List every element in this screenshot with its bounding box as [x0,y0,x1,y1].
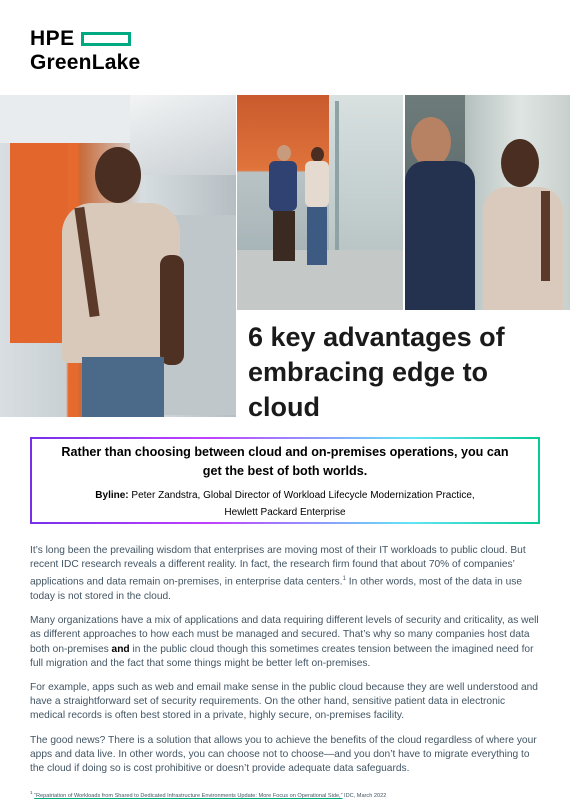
footnote-source: IDC, March 2022 [342,792,387,799]
paragraph-3: For example, apps such as web and email make sense in the public cloud because they are well understood and have a straightforward set of security requirements. On the other hand, sensitive patient data in electronic medical records is often best stored in a private, highly secure, on-premises facility. [30,682,538,722]
paragraph-1 [30,544,542,604]
footnote-ref: 1 [342,576,346,583]
paragraph-2 [30,614,542,671]
photo-two-men-talking-office [237,95,403,310]
byline-company: Hewlett Packard Enterprise [224,507,346,518]
paragraph-2-bold: and [111,643,130,655]
hero-photo-man-with-backpack [0,95,236,417]
paragraph-2-start: Many organizations have a mix of applications and data requiring different levels of security and criticality, as well as different approaches to how each must be managed and secured. That’s why so many companies host data both on-premises [30,615,539,655]
byline-text: Peter Zandstra, Global Director of Workload Lifecycle Modernization Practice, [128,490,475,501]
footnote-link[interactable]: “Repatriation of Workloads from Shared to Dedicated Infrastructure Environments Update: More Focus on Operational Side,” [34,792,343,799]
byline-label: Byline: [95,490,129,501]
paragraph-4: The good news? There is a solution that allows you to achieve the benefits of the cloud regardless of where your apps and data live. In other words, you can choose not to choose—and you don’t have to migrate everything to the cloud if doing so is cost prohibitive or doesn’t provide adequate data safeguards. [30,734,537,775]
byline [46,487,524,521]
logo-green-rectangle [81,32,131,46]
page-title [248,320,548,425]
paragraph-1-text: It’s long been the prevailing wisdom that enterprises are moving most of their IT workloads to public cloud. But recent IDC research reveals a different reality. In fact, the research firm found that about 70% of companies’ applications and data remain on-premises, in enterprise data centers. [30,545,526,588]
title-line-3: cloud [248,392,320,422]
callout-box [30,437,540,524]
callout-headline-line-1: Rather than choosing between cloud and on-premises operations, you can [61,445,509,459]
footnote-number: 1 [30,790,33,795]
paragraph-1-end: In other words, most of the data in use today is not stored in the cloud. [30,576,523,602]
footnote [30,790,386,799]
paragraph-2-end: in the public cloud though this sometimes creates tension between the imagined need for full migration and the fact that some things might be better left on-premises. [30,643,534,669]
callout-headline-line-2: get the best of both worlds. [202,464,368,478]
title-line-1: 6 key advantages of [248,322,505,352]
logo-hpe-text: HPE [30,27,75,50]
hpe-greenlake-logo [30,28,140,73]
photo-conversation-closeup [405,95,570,310]
body-text [30,544,542,786]
logo-greenlake-text: GreenLake [30,51,141,74]
title-line-2: embracing edge to [248,357,489,387]
callout-headline [46,443,524,481]
